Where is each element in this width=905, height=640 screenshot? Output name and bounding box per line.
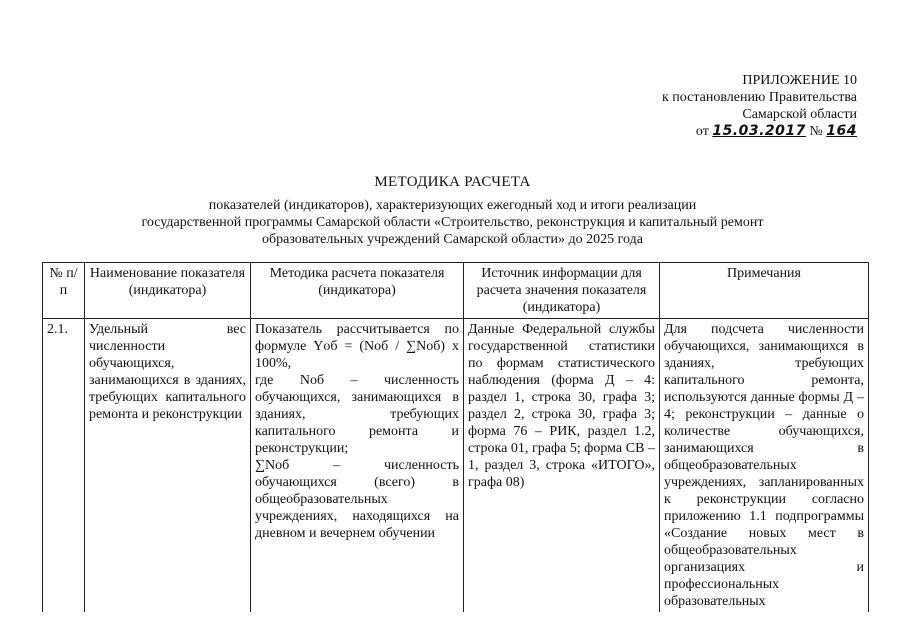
table-row xyxy=(43,319,869,613)
cell-notes: Для подсчета численности обучающихся, занимающихся в зданиях, требующих капитального ремонта, используются данные формы Д – 4; реконструкции – данные о количестве обучающихся, занимающихся в общеобразовательных учреждениях, запланированных к реконструкции согласно приложению 1.1 подпрограммы «Создание новых мест в общеобразовательных организациях и профессиональных образовательных xyxy=(660,319,869,613)
header-number: № п/п xyxy=(43,263,85,319)
number-prefix: № xyxy=(809,124,823,139)
title-heading: МЕТОДИКА РАСЧЕТА xyxy=(374,174,531,190)
method-formula: Показатель рассчитывается по формуле Yоб = (Nоб / ∑Nоб) х 100%, xyxy=(255,322,459,371)
method-definition-n: где Nоб – численность обучающихся, занимающихся в зданиях, требующих капитального ремонта и реконструкции; xyxy=(255,373,459,456)
annex-block xyxy=(617,72,857,140)
date-prefix: от xyxy=(695,124,709,139)
table-header-row xyxy=(43,263,869,319)
header-method: Методика расчета показателя (индикатора) xyxy=(251,263,464,319)
header-notes: Примечания xyxy=(660,263,869,319)
cell-source: Данные Федеральной службы государственной статистики по формам статистического наблюдения (форма Д – 4: раздел 1, строка 30, графа 3; раздел 2, строка 30, графа 3; форма 76 – РИК, раздел 1.2, строка 01, графа 5; форма СВ – 1, раздел 3, строка «ИТОГО», графа 08) xyxy=(464,319,660,613)
method-definition-sum: ∑Nоб – численность обучающихся (всего) в общеобразовательных учреждениях, находящихся на дневном и вечернем обучении xyxy=(255,458,459,541)
title-line-3: образовательных учреждений Самарской области» до 2025 года xyxy=(262,232,643,247)
header-source: Источник информации для расчета значения показателя (индикатора) xyxy=(464,263,660,319)
handwritten-date: 15.03.2017 xyxy=(712,123,806,139)
annex-date-line xyxy=(617,123,857,140)
cell-number: 2.1. xyxy=(43,319,85,613)
document-title xyxy=(0,174,905,248)
indicators-table xyxy=(42,262,869,612)
title-line-1: показателей (индикаторов), характеризующих ежегодный ход и итоги реализации xyxy=(208,198,697,213)
annex-decree-line: к постановлению Правительства xyxy=(661,90,857,105)
annex-region-line: Самарской области xyxy=(742,107,857,122)
handwritten-number: 164 xyxy=(826,123,857,139)
title-line-2: государственной программы Самарской области «Строительство, реконструкция и капитальный ремонт xyxy=(141,215,764,230)
annex-label: ПРИЛОЖЕНИЕ 10 xyxy=(742,73,857,88)
cell-method xyxy=(251,319,464,613)
header-indicator-name: Наименование показателя (индикатора) xyxy=(85,263,251,319)
cell-indicator-name: Удельный вес численности обучающихся, занимающихся в зданиях, требующих капитального ремонта и реконструкции xyxy=(85,319,251,613)
